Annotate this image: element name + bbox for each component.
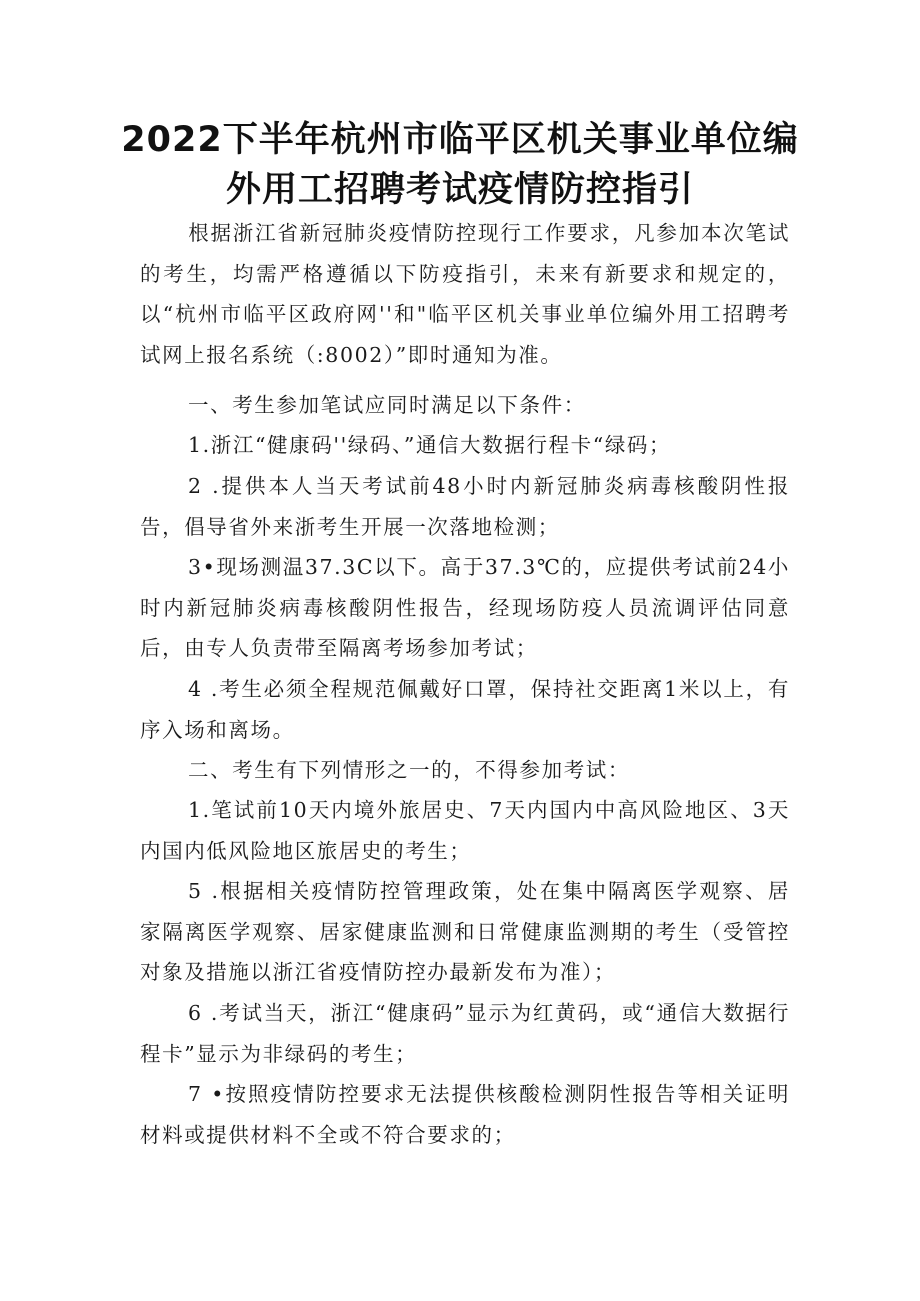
document-title-line-1: 2022下半年杭州市临平区机关事业单位编 xyxy=(121,120,799,160)
document-title-line-2: 外用工招聘考试疫情防控指引 xyxy=(225,170,694,210)
condition-item-2: 2 .提供本人当天考试前48小时内新冠肺炎病毒核酸阴性报告，倡导省外来浙考生开展一次落地检测； xyxy=(140,474,790,539)
exclusion-item-5: 5 .根据相关疫情防控管理政策，处在集中隔离医学观察、居家隔离医学观察、居家健康监测和日常健康监测期的考生（受管控对象及措施以浙江省疫情防控办最新发布为准）； xyxy=(140,879,790,984)
section-heading-exclusions: 二、考生有下列情形之一的，不得参加考试： xyxy=(188,758,630,782)
exclusion-item-6: 6 .考试当天，浙江“健康码”显示为红黄码，或“通信大数据行程卡”显示为非绿码的考生； xyxy=(140,1001,790,1066)
condition-item-3: 3•现场测温37.3C以下。高于37.3℃的，应提供考试前24小时内新冠肺炎病毒核酸阴性报告，经现场防疫人员流调评估同意后，由专人负责带至隔离考场参加考试； xyxy=(140,555,790,660)
condition-item-1: 1.浙江“健康码''绿码、”通信大数据行程卡“绿码； xyxy=(188,433,672,457)
paragraph-intro: 根据浙江省新冠肺炎疫情防控现行工作要求，凡参加本次笔试的考生，均需严格遵循以下防疫指引，未来有新要求和规定的，以“杭州市临平区政府网''和"临平区机关事业单位编外用工招聘考试网上报名系统（:8002）”即时通知为准。 xyxy=(140,221,790,367)
section-heading-conditions: 一、考生参加笔试应同时满足以下条件： xyxy=(188,393,586,417)
exclusion-item-1: 1.笔试前10天内境外旅居史、7天内国内中高风险地区、3天内国内低风险地区旅居史的考生； xyxy=(140,798,790,863)
exclusion-item-7: 7 •按照疫情防控要求无法提供核酸检测阴性报告等相关证明材料或提供材料不全或不符合要求的； xyxy=(140,1082,790,1147)
condition-item-4: 4 .考生必须全程规范佩戴好口罩，保持社交距离1米以上，有序入场和离场。 xyxy=(140,677,790,742)
